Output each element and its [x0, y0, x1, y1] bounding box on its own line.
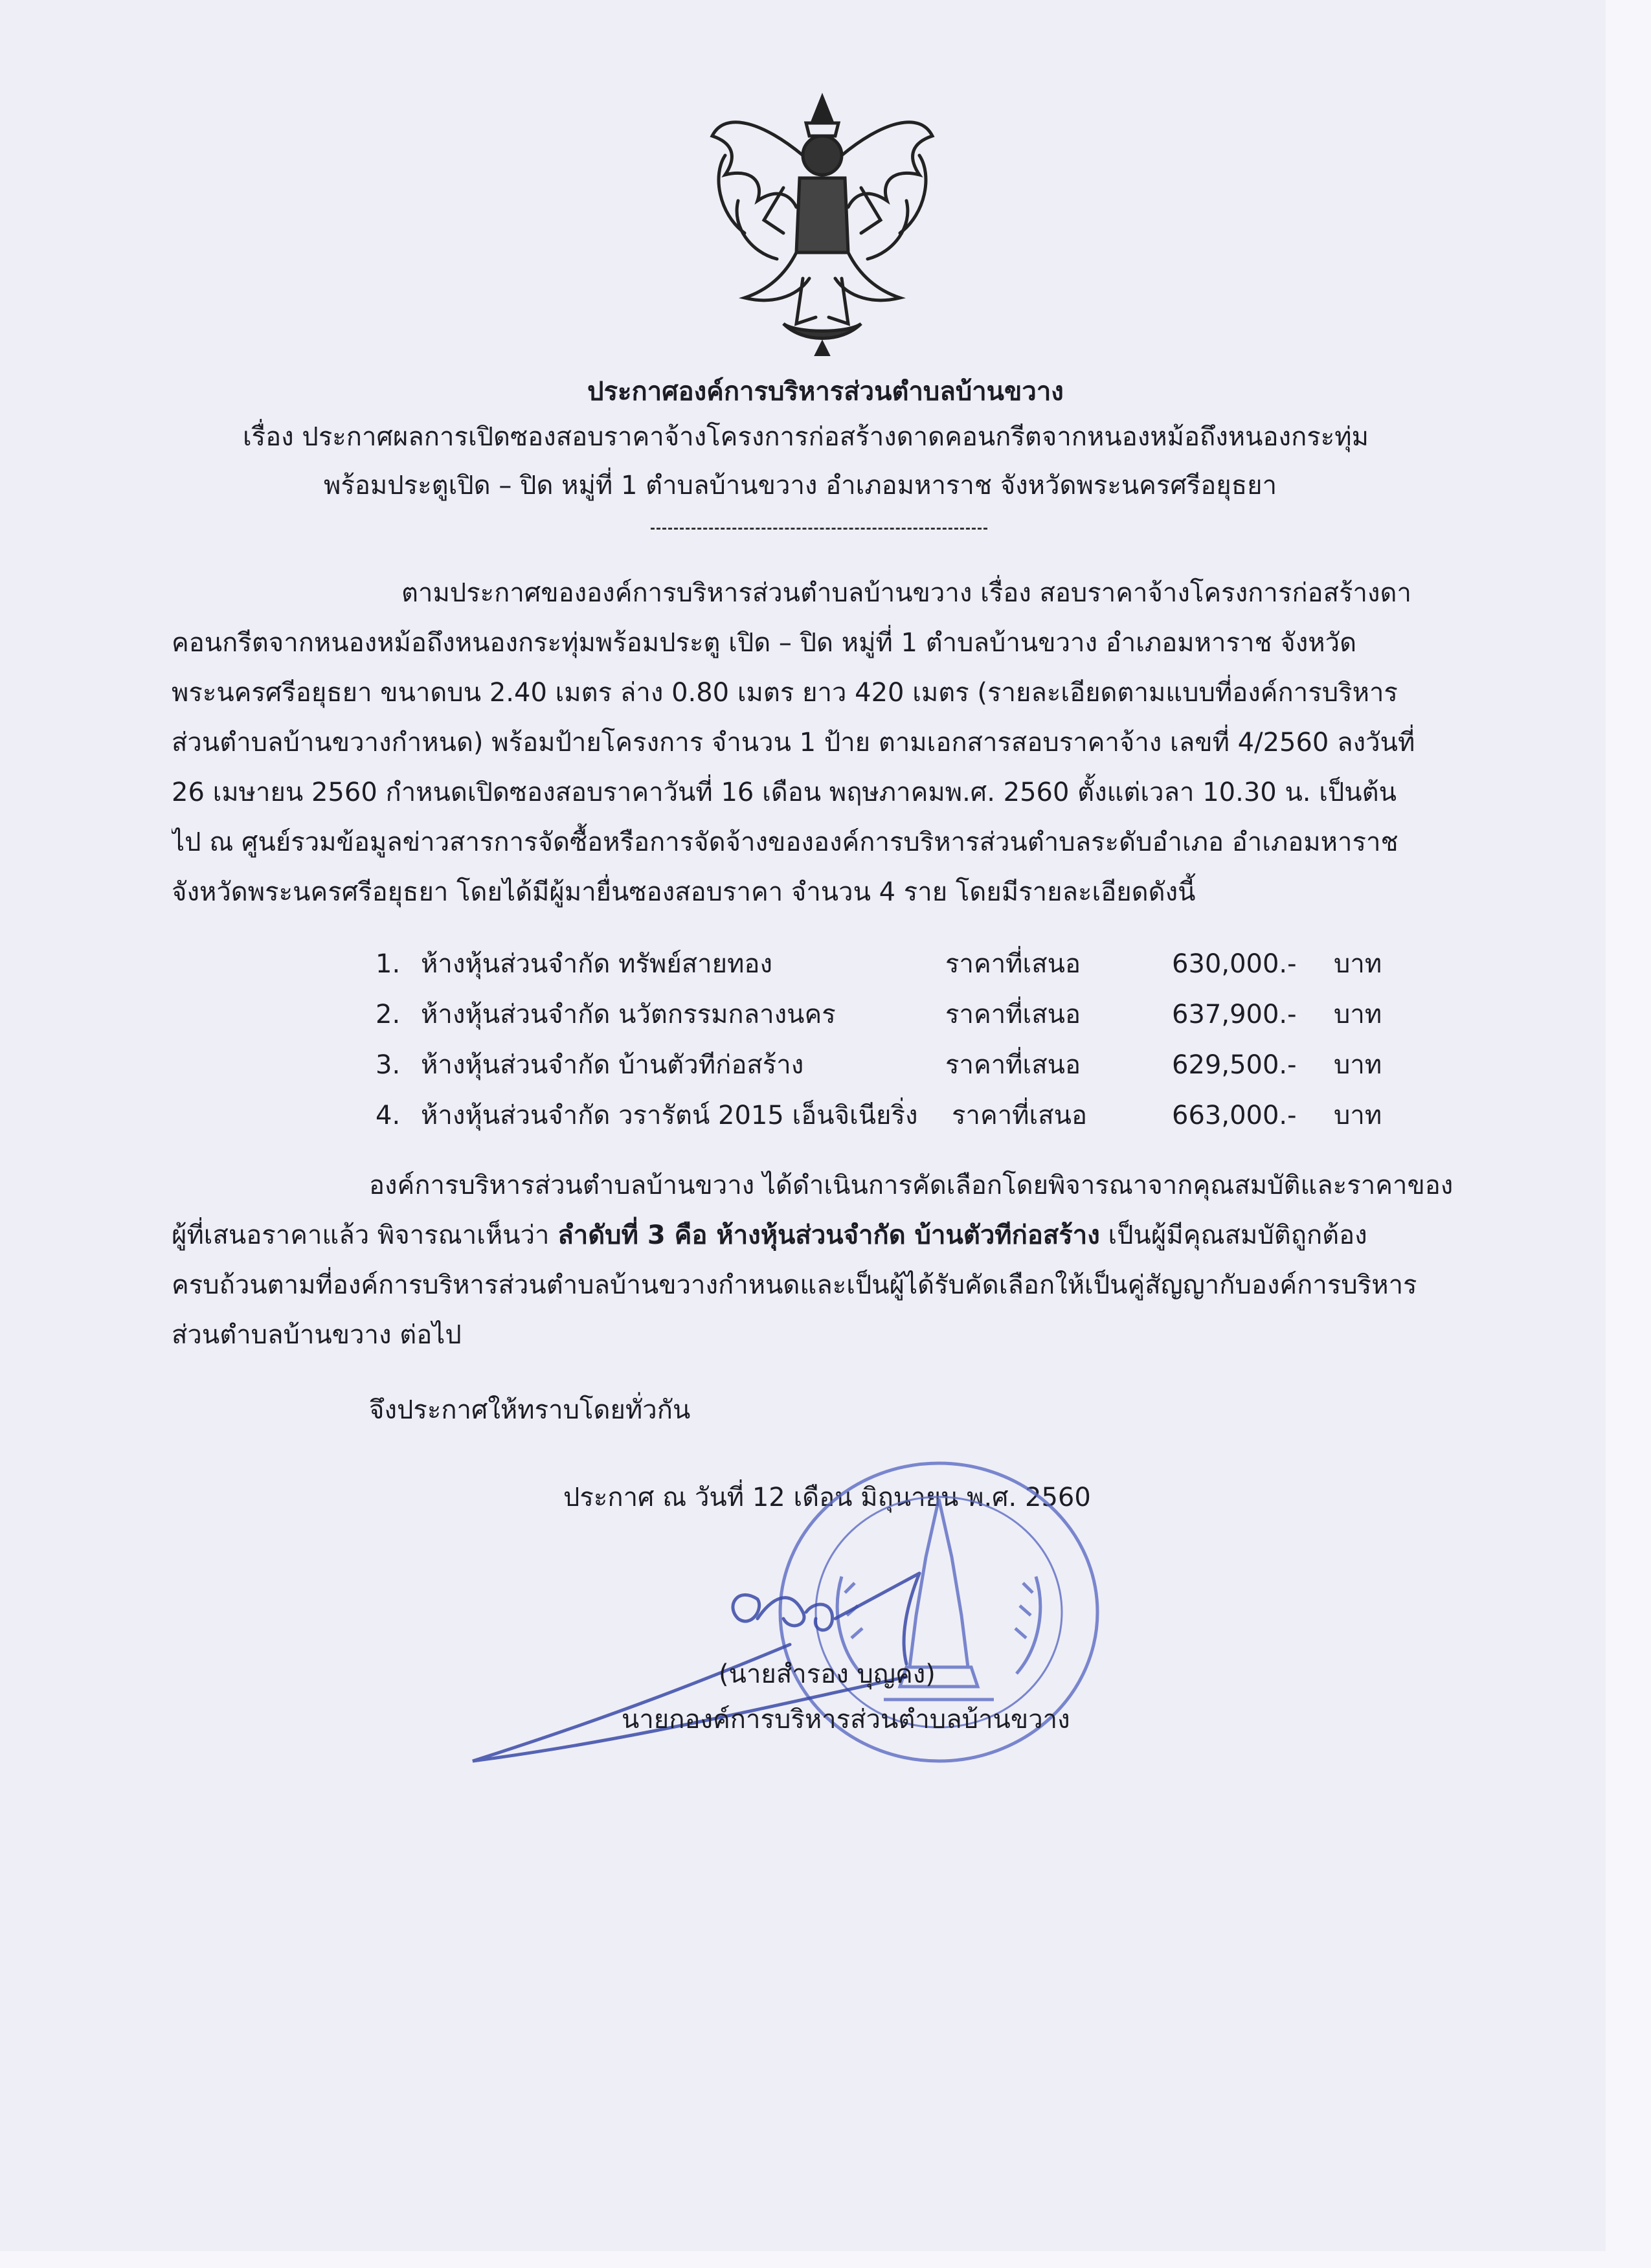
- bidder-name: ห้างหุ้นส่วนจำกัด ทรัพย์สายทอง: [421, 949, 772, 979]
- bid-row: [0, 1090, 1651, 1141]
- bid-price-label: ราคาที่เสนอ: [945, 1050, 1081, 1080]
- scan-bottom-edge: [0, 2251, 1651, 2268]
- signer-name: (นายสำรอง บุญคง): [719, 1659, 936, 1689]
- bid-price-label: ราคาที่เสนอ: [945, 949, 1081, 979]
- paragraph-1-line: พระนครศรีอยุธยา ขนาดบน 2.40 เมตร ล่าง 0.80 เมตร ยาว 420 เมตร (รายละเอียดตามแบบที่องค์การบริหาร: [172, 678, 1398, 708]
- bid-price: 630,000.-: [1172, 949, 1297, 979]
- bid-number: 2.: [376, 1000, 401, 1029]
- bidder-name: ห้างหุ้นส่วนจำกัด นวัตกรรมกลางนคร: [421, 1000, 836, 1029]
- paragraph-1-line: ไป ณ ศูนย์รวมข้อมูลข่าวสารการจัดซื้อหรือการจัดจ้างขององค์การบริหารส่วนตำบลระดับอำเภอ อำเภอมหาราช: [172, 827, 1398, 857]
- subject-line-1: เรื่อง ประกาศผลการเปิดซองสอบราคาจ้างโครงการก่อสร้างดาดคอนกรีตจากหนองหม้อถึงหนองกระทุ่ม: [243, 422, 1369, 452]
- bidder-name: ห้างหุ้นส่วนจำกัด บ้านตัวทีก่อสร้าง: [421, 1050, 804, 1080]
- bid-price: 663,000.-: [1172, 1101, 1297, 1130]
- subject-line-2: พร้อมประตูเปิด – ปิด หมู่ที่ 1 ตำบลบ้านขวาง อำเภอมหาราช จังหวัดพระนครศรีอยุธยา: [324, 471, 1277, 500]
- given-date: ประกาศ ณ วันที่ 12 เดือน มิถุนายน พ.ศ. 2560: [563, 1483, 1091, 1512]
- bid-currency: บาท: [1334, 949, 1382, 979]
- announcement-title: ประกาศองค์การบริหารส่วนตำบลบ้านขวาง: [587, 377, 1064, 407]
- paragraph-2-line: ส่วนตำบลบ้านขวาง ต่อไป: [172, 1320, 462, 1350]
- bid-price: 637,900.-: [1172, 1000, 1297, 1029]
- selected-bidder: ลำดับที่ 3 คือ ห้างหุ้นส่วนจำกัด บ้านตัวทีก่อสร้าง: [557, 1220, 1100, 1250]
- paragraph-2-text: เป็นผู้มีคุณสมบัติถูกต้อง: [1099, 1220, 1367, 1250]
- paragraph-1-line: ตามประกาศขององค์การบริหารส่วนตำบลบ้านขวาง เรื่อง สอบราคาจ้างโครงการก่อสร้างดา: [401, 578, 1411, 608]
- bid-price-label: ราคาที่เสนอ: [945, 1000, 1081, 1029]
- bid-row: [0, 939, 1651, 989]
- bid-row: [0, 1040, 1651, 1090]
- bidder-name: ห้างหุ้นส่วนจำกัด วรารัตน์ 2015 เอ็นจิเนียริ่ง: [421, 1101, 918, 1130]
- paragraph-1: [172, 568, 1473, 917]
- bid-number: 3.: [376, 1050, 401, 1080]
- bid-price-label: ราคาที่เสนอ: [952, 1101, 1087, 1130]
- bid-currency: บาท: [1334, 1050, 1382, 1080]
- paragraph-2: [172, 1161, 1473, 1360]
- bid-list: [0, 939, 1651, 1141]
- bid-currency: บาท: [1334, 1101, 1382, 1130]
- paragraph-1-line: คอนกรีตจากหนองหม้อถึงหนองกระทุ่มพร้อมประตู เปิด – ปิด หมู่ที่ 1 ตำบลบ้านขวาง อำเภอมหาราช จังหวัด: [172, 628, 1357, 658]
- bid-row: [0, 989, 1651, 1040]
- announce-text: จึงประกาศให้ทราบโดยทั่วกัน: [369, 1395, 691, 1425]
- paragraph-1-line: ส่วนตำบลบ้านขวางกำหนด) พร้อมป้ายโครงการ จำนวน 1 ป้าย ตามเอกสารสอบราคาจ้าง เลขที่ 4/2560 ลงวันที่: [172, 728, 1415, 758]
- paragraph-2-line: องค์การบริหารส่วนตำบลบ้านขวาง ได้ดำเนินการคัดเลือกโดยพิจารณาจากคุณสมบัติและราคาของ: [369, 1171, 1454, 1200]
- bid-currency: บาท: [1334, 1000, 1382, 1029]
- bid-number: 1.: [376, 949, 401, 979]
- dashed-divider: [651, 528, 987, 530]
- signer-title: นายกองค์การบริหารส่วนตำบลบ้านขวาง: [622, 1705, 1070, 1735]
- paragraph-2-line: [172, 1211, 1473, 1261]
- paragraph-2-text: ผู้ที่เสนอราคาแล้ว พิจารณาเห็นว่า: [172, 1220, 558, 1250]
- garuda-emblem: [686, 84, 958, 356]
- paragraph-1-line: 26 เมษายน 2560 กำหนดเปิดซองสอบราคาวันที่ 16 เดือน พฤษภาคมพ.ศ. 2560 ตั้งแต่เวลา 10.30 น. เป็นต้น: [172, 778, 1397, 807]
- bid-price: 629,500.-: [1172, 1050, 1297, 1080]
- paragraph-2-line: ครบถ้วนตามที่องค์การบริหารส่วนตำบลบ้านขวางกำหนดและเป็นผู้ได้รับคัดเลือกให้เป็นคู่สัญญากับองค์การบริหาร: [172, 1270, 1417, 1300]
- bid-number: 4.: [376, 1101, 401, 1130]
- paragraph-1-line: จังหวัดพระนครศรีอยุธยา โดยได้มีผู้มายื่นซองสอบราคา จำนวน 4 ราย โดยมีรายละเอียดดังนี้: [172, 877, 1196, 907]
